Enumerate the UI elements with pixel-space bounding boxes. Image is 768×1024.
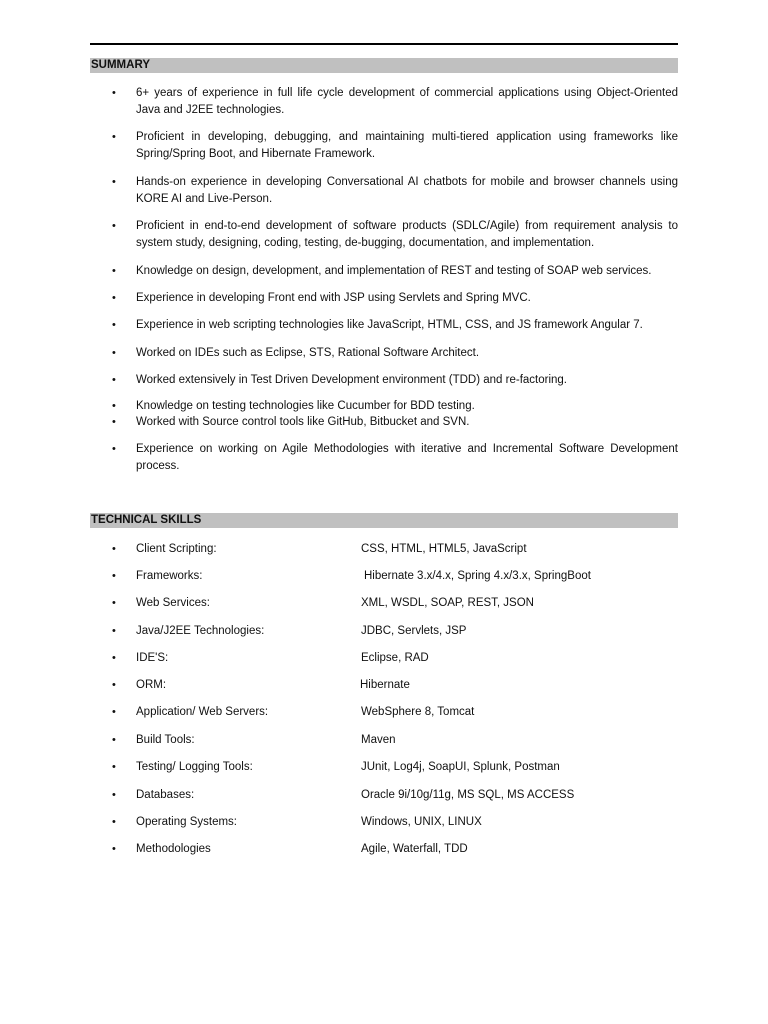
skill-label: Operating Systems:: [136, 816, 237, 828]
skill-label: Build Tools:: [136, 734, 195, 746]
bullet-icon: •: [112, 570, 116, 582]
bullet-icon: •: [112, 597, 116, 609]
skill-label: Testing/ Logging Tools:: [136, 761, 253, 773]
bullet-icon: •: [112, 789, 116, 801]
summary-item: [112, 372, 678, 389]
skill-row: [112, 541, 678, 558]
bullet-icon: •: [112, 347, 116, 359]
bullet-icon: •: [112, 87, 116, 99]
skill-row: [112, 568, 678, 585]
skill-label: Application/ Web Servers:: [136, 706, 269, 718]
skill-value: Windows, UNIX, LINUX: [361, 816, 482, 828]
bullet-icon: •: [112, 131, 116, 143]
summary-item-text: Proficient in end-to-end development of software products (SDLC/Agile) from requirement analysis to system study, designing, coding, testing, de-bugging, documentation, and implementation.: [136, 220, 678, 249]
skill-label: Java/J2EE Technologies:: [136, 625, 265, 637]
summary-item-text: Worked with Source control tools like GitHub, Bitbucket and SVN.: [136, 416, 470, 428]
skill-label: Frameworks:: [136, 570, 203, 582]
summary-item-text: Experience in web scripting technologies like JavaScript, HTML, CSS, and JS framework Angular 7.: [136, 319, 643, 331]
skill-label: Web Services:: [136, 597, 210, 609]
skill-value: WebSphere 8, Tomcat: [361, 706, 475, 718]
summary-item-text: Hands-on experience in developing Conversational AI chatbots for mobile and browser channels using KORE AI and Live-Person.: [136, 176, 678, 205]
skill-row: [112, 677, 678, 694]
skill-value: Eclipse, RAD: [361, 652, 429, 664]
summary-item: [112, 441, 678, 475]
skill-row: [112, 841, 678, 858]
bullet-icon: •: [112, 374, 116, 386]
top-rule-divider: [90, 43, 678, 45]
skill-label: Databases:: [136, 789, 195, 801]
bullet-icon: •: [112, 543, 116, 555]
skill-value: JDBC, Servlets, JSP: [361, 625, 467, 637]
summary-item-text: Experience on working on Agile Methodologies with iterative and Incremental Software Development process.: [136, 443, 678, 472]
summary-item: [112, 218, 678, 252]
skill-row: [112, 814, 678, 831]
summary-item-text: Experience in developing Front end with JSP using Servlets and Spring MVC.: [136, 292, 531, 304]
skill-value: XML, WSDL, SOAP, REST, JSON: [361, 597, 534, 609]
skill-row: [112, 787, 678, 804]
summary-item: [112, 414, 678, 431]
summary-item: [112, 263, 678, 280]
summary-item: [112, 290, 678, 307]
skill-label: IDE'S:: [136, 652, 169, 664]
summary-item-text: Worked on IDEs such as Eclipse, STS, Rational Software Architect.: [136, 347, 480, 359]
skill-value: Hibernate: [360, 679, 410, 691]
skill-value: Oracle 9i/10g/11g, MS SQL, MS ACCESS: [361, 789, 575, 801]
skill-label: Client Scripting:: [136, 543, 217, 555]
summary-item: [112, 345, 678, 362]
summary-heading: SUMMARY: [90, 58, 678, 73]
bullet-icon: •: [112, 652, 116, 664]
skill-value: CSS, HTML, HTML5, JavaScript: [361, 543, 527, 555]
skill-row: [112, 650, 678, 667]
summary-item-text: Knowledge on design, development, and implementation of REST and testing of SOAP web services.: [136, 265, 652, 277]
skill-label: ORM:: [136, 679, 167, 691]
bullet-icon: •: [112, 443, 116, 455]
bullet-icon: •: [112, 761, 116, 773]
summary-item-text: Knowledge on testing technologies like Cucumber for BDD testing.: [136, 400, 475, 412]
summary-item: [112, 129, 678, 163]
bullet-icon: •: [112, 220, 116, 232]
bullet-icon: •: [112, 292, 116, 304]
summary-item: [112, 317, 678, 334]
skill-value: Hibernate 3.x/4.x, Spring 4.x/3.x, SpringBoot: [364, 570, 591, 582]
skill-value: Maven: [361, 734, 396, 746]
bullet-icon: •: [112, 679, 116, 691]
skill-row: [112, 623, 678, 640]
bullet-icon: •: [112, 843, 116, 855]
bullet-icon: •: [112, 265, 116, 277]
skill-value: Agile, Waterfall, TDD: [361, 843, 468, 855]
technical-skills-heading: TECHNICAL SKILLS: [90, 513, 678, 528]
bullet-icon: •: [112, 625, 116, 637]
skill-label: Methodologies: [136, 843, 211, 855]
summary-item: [112, 398, 678, 415]
summary-item-text: Worked extensively in Test Driven Development environment (TDD) and re-factoring.: [136, 374, 568, 386]
skill-value: JUnit, Log4j, SoapUI, Splunk, Postman: [361, 761, 560, 773]
skill-row: [112, 704, 678, 721]
bullet-icon: •: [112, 176, 116, 188]
bullet-icon: •: [112, 319, 116, 331]
bullet-icon: •: [112, 816, 116, 828]
summary-item-text: 6+ years of experience in full life cycle development of commercial applications using Object-Oriented Java and J2EE technologies.: [136, 87, 678, 116]
summary-item: [112, 174, 678, 208]
skill-row: [112, 732, 678, 749]
bullet-icon: •: [112, 706, 116, 718]
bullet-icon: •: [112, 400, 116, 412]
bullet-icon: •: [112, 416, 116, 428]
summary-item: [112, 85, 678, 119]
summary-item-text: Proficient in developing, debugging, and maintaining multi-tiered application using frameworks like Spring/Spring Boot, and Hibernate Framework.: [136, 131, 678, 160]
skill-row: [112, 759, 678, 776]
skill-row: [112, 595, 678, 612]
bullet-icon: •: [112, 734, 116, 746]
